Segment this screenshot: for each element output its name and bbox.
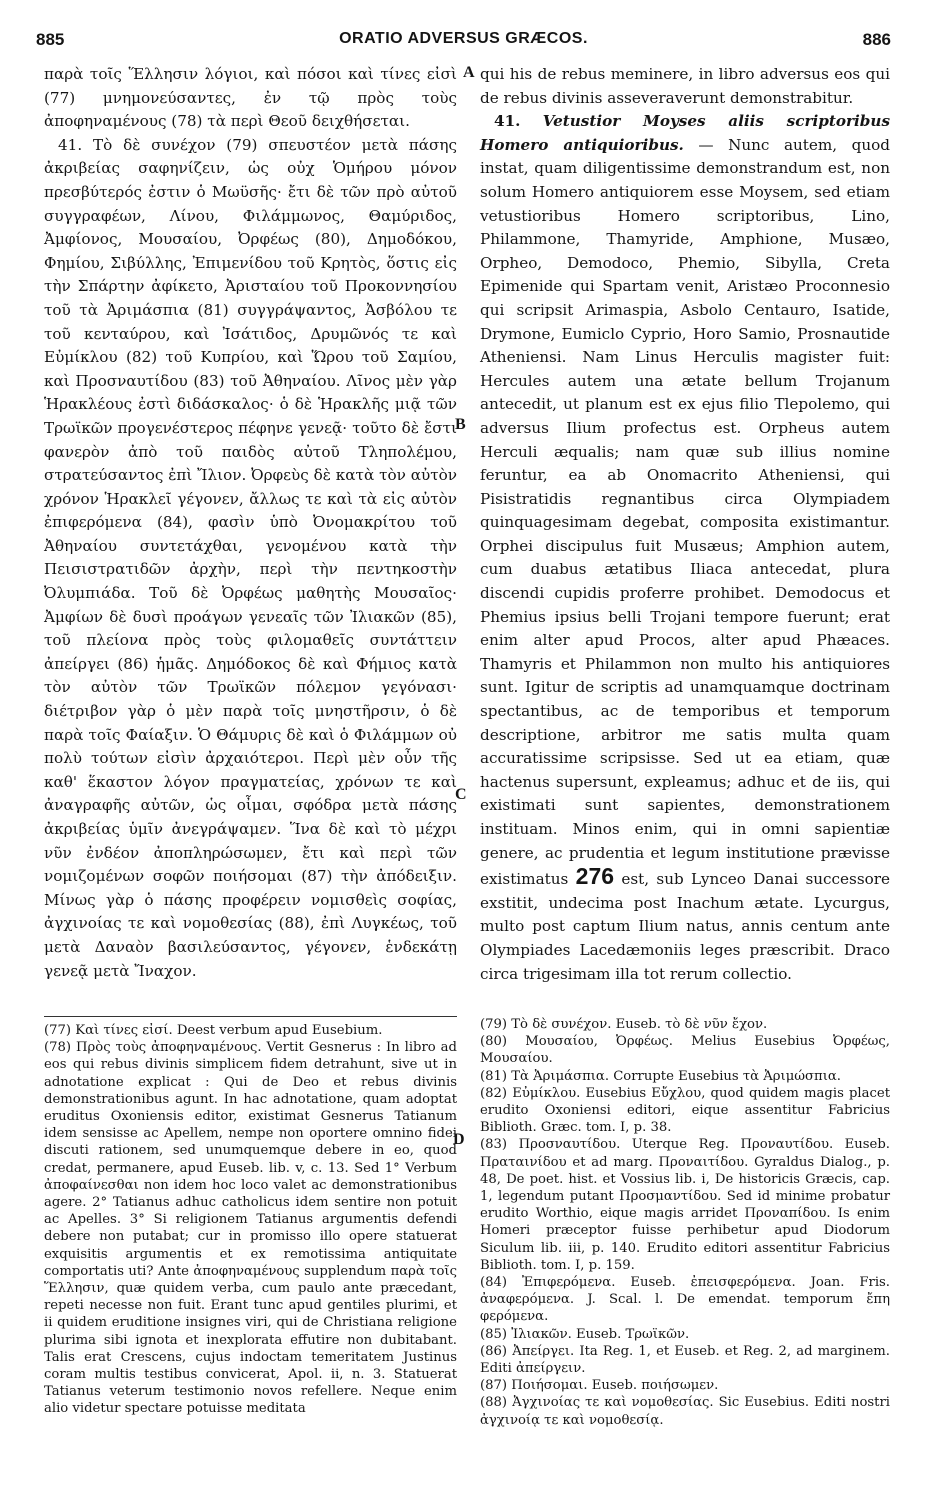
footnote-83: (83) Προσναυτίδου. Uterque Reg. Προναυτίδου. Euseb. Πραταινίδου et ad marg. Προναιτίδου. Gyraldus Dialog., p. 48, De poet. hist. et Vossius lib. i, De historicis Græcis, cap. 1, legendum putant Προσμαντίδου. Sed id minime probatur erudito Worthio, eique magis arridet Προναπίδου. Is enim Homeri præceptor fuisse perhibetur apud Diodorum Siculum lib. iii, p. 140. Erudito editori assentitur Fabricius Biblioth. tom. I, p. 159.: [480, 1137, 890, 1273]
greek-paragraph-2: 41. Τὸ δὲ συνέχον (79) σπευστέον μετὰ πάσης ἀκριβείας σαφηνίζειν, ὡς οὐχ Ὁμήρου μόνον πρεσβύτερός ἐστιν ὁ Μωϋσῆς· ἔτι δὲ τῶν πρὸ αὐτοῦ συγγραφέων, Λίνου, Φιλάμμωνος, Θαμύριδος, Ἀμφίονος, Μουσαίου, Ὀρφέως (80), Δημοδόκου, Φημίου, Σιβύλλης, Ἐπιμενίδου τοῦ Κρητὸς, ὅστις εἰς τὴν Σπάρτην ἀφίκετο, Ἀρισταίου τοῦ Προκοννησίου τοῦ τὰ Ἀριμάσπια (81) συγγράψαντος, Ἀσβόλου τε τοῦ κενταύρου, καὶ Ἰσάτιδος, Δρυμῶνός τε καὶ Εὐμίκλου (82) τοῦ Κυπρίου, καὶ Ὥρου τοῦ Σαμίου, καὶ Προσναυτίδου (83) τοῦ Ἀθηναίου. Λῖνος μὲν γὰρ Ἡρακλέους ἐστὶ διδάσκαλος· ὁ δὲ Ἡρακλῆς μιᾷ τῶν Τρωϊκῶν προγενέστερος πέφηνε γενεᾷ· τοῦτο δὲ ἔστι φανερὸν ἀπὸ τοῦ παιδὸς αὐτοῦ Τληπολέμου, στρατεύσαντος ἐπὶ Ἴλιον. Ὀρφεὺς δὲ κατὰ τὸν αὐτὸν χρόνον Ἡρακλεῖ γέγονεν, ἄλλως τε καὶ τὰ εἰς αὐτὸν ἐπιφερόμενα (84), φασὶν ὑπὸ Ὀνομακρίτου τοῦ Ἀθηναίου συντετάχθαι, γενομένου κατὰ τὴν Πεισιστρατιδῶν ἀρχὴν, περὶ τὴν πεντηκοστὴν Ὀλυμπιάδα. Τοῦ δὲ Ὀρφέως μαθητὴς Μουσαῖος· Ἀμφίων δὲ δυσὶ προάγων γενεαῖς τῶν Ἰλιακῶν (85), τοῦ πλείονα πρὸς τοὺς φιλομαθεῖς συντάττειν ἀπείργει (86) ἡμᾶς. Δημόδοκος δὲ καὶ Φήμιος κατὰ τὸν αὐτὸν τῶν Τρωϊκῶν πόλεμον γεγόνασι· διέτριβον γὰρ ὁ μὲν παρὰ τοῖς μνηστῆρσιν, ὁ δὲ παρὰ τοῖς Φαίαξιν. Ὁ Θάμυρις δὲ καὶ ὁ Φιλάμμων οὐ πολὺ τούτων εἰσὶν ἀρχαιότεροι. Περὶ μὲν οὖν τῆς καθ' ἕκαστον λόγον πραγματείας, χρόνων τε καὶ ἀναγραφῆς αὐτῶν, ὡς οἶμαι, σφόδρα μετὰ πάσης ἀκριβείας ὑμῖν ἀνεγράψαμεν. Ἵνα δὲ καὶ τὸ μέχρι νῦν ἐνδέον ἀποπληρώσωμεν, ἔτι καὶ περὶ τῶν νομιζομένων σοφῶν ποιήσομαι (87) τὴν ἀπόδειξιν. Μίνως γὰρ ὁ πάσης προφέρειν νομισθεὶς σοφίας, ἀγχινοίας τε καὶ νομοθεσίας (88), ἐπὶ Λυγκέως, τοῦ μετὰ Δαναὸν βασιλεύσαντος, γέγονεν, ἑνδεκάτῃ γενεᾷ μετὰ Ἴναχον.: [44, 135, 457, 980]
latin-text-part-b: est, sub Lynceo Danai successore exstitit, undecima post Inachum ætate. Lycurgus, multo post captum Ilium natus, annis centum ante Olympiades Lacedæmoniis leges præscribit. Draco circa trigesimam illa tot rerum collectio.: [480, 870, 891, 983]
page-number-right: 886: [862, 30, 891, 49]
footnotes-right: [480, 1016, 890, 1429]
section-heading: Vetustior Moyses aliis scriptoribus Homero antiquioribus.: [480, 112, 890, 154]
latin-text-part-a: — Nunc autem, quod instat, quam diligentissime demonstrandum est, non solum Homero antiquiorem esse Moysem, sed etiam vetustioribus Homero scriptoribus, Lino, Philammone, Thamyride, Amphione, Musæo, Orpheo, Demodoco, Phemio, Sibylla, Creta Epimenide qui Spartam venit, Aristæo Proconnesio qui scripsit Arimaspia, Asbolo Centauro, Isatide, Drymone, Eumiclo Cyprio, Horo Samio, Prosnautide Atheniensi. Nam Linus Herculis magister fuit: Hercules autem una ætate bellum Trojanum antecedit, ut planum est ex ejus filio Tlepolemo, qui adversus Ilium profectus est. Orpheus autem Herculi æqualis; nam quæ sub illius nomine feruntur, ea ab Onomacrito Atheniensi, qui Pisistratidis regnantibus circa Olympiadem quinquagesimam degebat, composita existimantur. Orphei discipulus fuit Musæus; Amphion autem, cum duabus ætatibus Iliaca antecedat, plura discendi cupidis proferre prohibet. Demodocus et Phemius ipsius belli Trojani tempore fuerunt; erat enim alter apud Procos, alter apud Phæaces. Thamyris et Philammon non multo his antiquiores sunt. Igitur de scriptis ad unamquamque doctrinam spectantibus, ac de temporibus et temporum descriptione, arbitror me satis multa quam accuratissime scripsisse. Sed ut ea etiam, quæ hactenus supersunt, expleamus; adhuc et de iis, qui existimati sunt sapientes, demonstrationem instituam. Minos enim, qui in omni sapientiæ genere, ac prudentia et legum institutione prævisse existimatus: [480, 135, 890, 889]
footnote-77: (77) Καὶ τίνες εἰσί. Deest verbum apud Eusebium.: [44, 1023, 383, 1038]
margin-marker-c: C: [455, 786, 467, 803]
margin-marker-a: A: [463, 64, 475, 81]
footnotes-left: [44, 1022, 457, 1418]
footnote-85: (85) Ἰλιακῶν. Euseb. Τρωϊκῶν.: [480, 1326, 690, 1342]
margin-marker-d: D: [453, 1131, 465, 1148]
latin-paragraph-2: [480, 110, 890, 986]
latin-paragraph-1: qui his de rebus meminere, in libro adversus eos qui de rebus divinis asseveraverunt demonstrabitur.: [480, 65, 890, 107]
greek-paragraph-1: παρὰ τοῖς Ἕλλησιν λόγιοι, καὶ πόσοι καὶ τίνες εἰσὶ (77) μνημονεύσαντες, ἐν τῷ πρὸς τοὺς ἀποφηναμένους (78) τὰ περὶ Θεοῦ δειχθήσεται.: [44, 65, 457, 131]
footnote-82: (82) Εὐμίκλου. Eusebius Εὔχλου, quod quidem magis placet erudito Oxoniensi editori, eique assentitur Fabricius Biblioth. Græc. tom. I, p. 38.: [480, 1085, 890, 1136]
footnote-88: (88) Ἀγχινοίας τε καὶ νομοθεσίας. Sic Eusebius. Editi nostri ἀγχινοίᾳ τε καὶ νομοθεσίᾳ.: [480, 1395, 890, 1428]
latin-text-column: [480, 63, 890, 986]
footnote-rule-left: [44, 1016, 457, 1017]
footnote-84: (84) Ἐπιφερόμενα. Euseb. ἐπεισφερόμενα. Joan. Fris. ἀναφερόμενα. J. Scal. l. De emendat. temporum ἔπη φερόμενα.: [480, 1275, 890, 1325]
page-number-left: 885: [36, 30, 65, 49]
margin-marker-b: B: [455, 416, 466, 433]
footnote-80: (80) Μουσαίου, Ὀρφέως. Melius Eusebius Ὀρφέως, Μουσαίου.: [480, 1034, 890, 1067]
running-title: ORATIO ADVERSUS GRÆCOS.: [339, 30, 588, 47]
greek-text-column: [44, 63, 457, 983]
footnote-78: (78) Πρὸς τοὺς ἀποφηναμένους. Vertit Gesnerus : In libro ad eos qui rebus divinis simplicem fidem detrahunt, sive ut in adnotatione explicat : Qui de Deo et rebus divinis demonstrationibus agunt. In hac adnotatione, quam adoptat eruditus Oxoniensis editor, existimat Gesnerus Tatianum idem sensisse ac Apellem, nempe non oportere omnino fidei discuti rationem, sed unumquemque debere in eo, quod credat, permanere, apud Euseb. lib. v, c. 13. Sed 1° Verbum ἀποφαίνεσθαι non idem hoc loco valet ac demonstrationibus agere. 2° Tatianus adhuc catholicus idem sentire non potuit ac Apelles. 3° Si religionem Tatianus argumentis defendi debere non putabat; cur in promisso illo opere statuerat exquisitis argumentis et ex remotissima antiquitate comportatis uti? Ante ἀποφηναμένους supplendum παρὰ τοῖς Ἕλλησιν, quæ quidem verba, cum paulo ante præcedant, repeti necesse non fuit. Erant tunc apud gentiles plurimi, et ii quidem eruditione insignes viri, qui de Christiana religione plurima sibi ignota et inexplorata effutire non dubitabant. Talis erat Crescens, cujus indoctam temeritatem Justinus coram multis testibus convicerat, Apol. ii, n. 3. Statuerat Tatianus veterum testimonio novos refellere. Neque enim alio videtur spectare potuisse meditata: [44, 1040, 457, 1417]
footnote-79: (79) Τὸ δὲ συνέχον. Euseb. τὸ δὲ νῦν ἔχον.: [480, 1017, 768, 1032]
page-header: [30, 30, 897, 58]
footnote-86: (86) Ἀπείργει. Ita Reg. 1, et Euseb. et Reg. 2, ad marginem. Editi ἀπείργειν.: [480, 1343, 890, 1377]
footnote-81: (81) Τὰ Ἀριμάσπια. Corrupte Eusebius τὰ Ἀριμώσπια.: [480, 1068, 841, 1084]
section-number: 41.: [494, 112, 521, 131]
footnote-87: (87) Ποιήσομαι. Euseb. ποιήσωμεν.: [480, 1378, 719, 1394]
edition-page-number: 276: [575, 863, 615, 890]
